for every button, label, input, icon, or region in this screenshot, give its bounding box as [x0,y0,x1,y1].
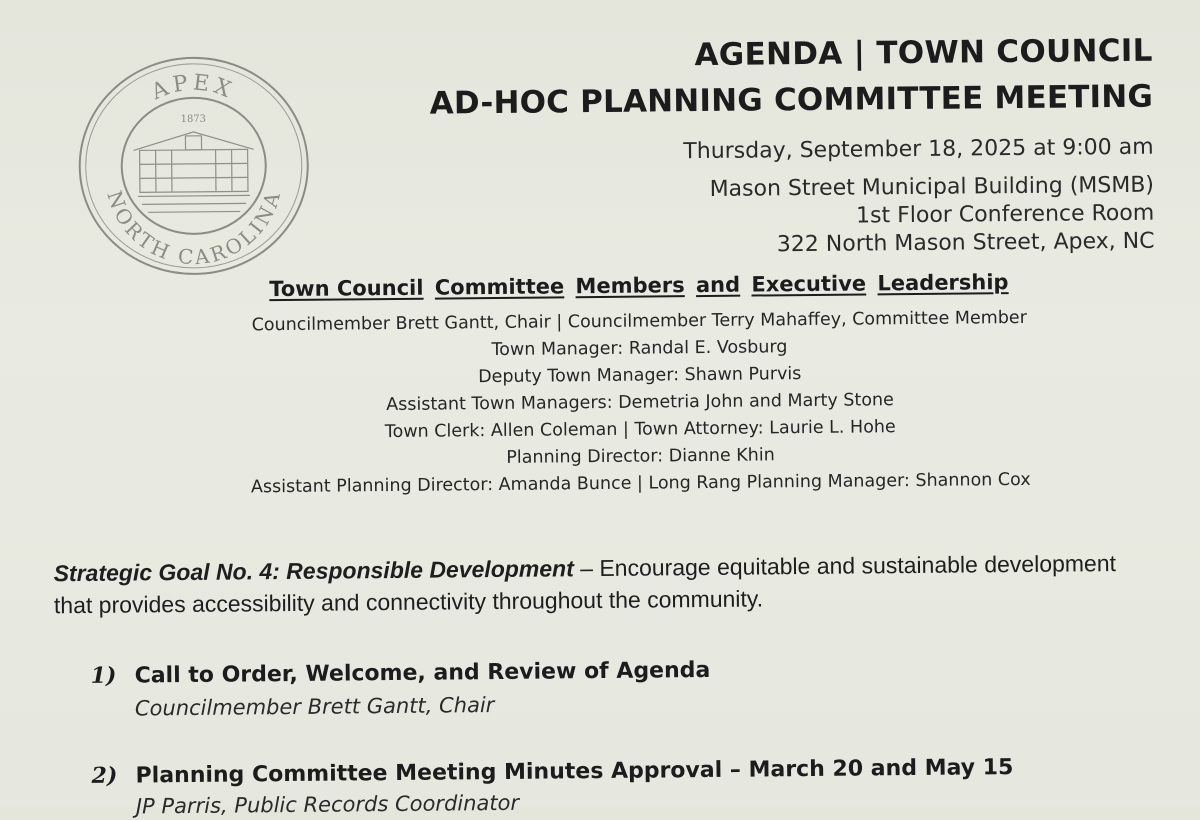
members-heading-word: Committee [435,274,565,299]
member-line: Town Clerk: Allen Coleman | Town Attorney: Laurie L. Hohe [40,414,1200,446]
member-line: Assistant Planning Director: Amanda Bunce | Long Rang Planning Manager: Shannon Cox [41,468,1200,500]
agenda-item [91,657,711,689]
town-seal-logo [77,55,311,277]
members-heading-word: Executive [751,271,866,296]
member-line: Deputy Town Manager: Shawn Purvis [40,360,1200,392]
agenda-item-number: 1) [91,662,135,688]
agenda-item-presenter: JP Parris, Public Records Coordinator [136,791,519,819]
strategic-goal-label: Strategic Goal No. 4: Responsible Development [54,555,574,586]
agenda-item [91,754,1013,789]
location-room: 1st Floor Conference Room [856,201,1154,229]
strategic-goal-text: – Encourage equitable and sustainable development that provides accessibility and connectivity throughout the community. [54,550,1116,618]
member-line: Planning Director: Dianne Khin [40,441,1200,473]
members-heading-word: Members [575,273,684,298]
members-heading-word: Town Council [269,276,423,301]
members-heading-word: Leadership [877,270,1008,295]
svg-text:APEX [147,70,238,106]
meeting-datetime: Thursday, September 18, 2025 at 9:00 am [683,135,1153,165]
agenda-item-number: 2) [91,762,135,788]
agenda-item-title: Call to Order, Welcome, and Review of Agenda [135,658,711,689]
member-line: Councilmember Brett Gantt, Chair | Councilmember Terry Mahaffey, Committee Member [39,306,1200,338]
member-line: Town Manager: Randal E. Vosburg [39,333,1200,365]
members-heading-word: and [696,273,740,297]
agenda-title: AGENDA | TOWN COUNCIL [694,33,1153,73]
seal-year: 1873 [181,114,207,125]
seal-top-text: APEX [147,70,238,106]
seal-bottom-text: NORTH CAROLINA [102,186,286,270]
location-address: 322 North Mason Street, Apex, NC [777,229,1155,258]
location-building: Mason Street Municipal Building (MSMB) [710,173,1155,202]
agenda-item-title: Planning Committee Meeting Minutes Approval – March 20 and May 15 [135,755,1013,788]
agenda-item-presenter: Councilmember Brett Gantt, Chair [135,693,495,720]
strategic-goal [53,547,1144,621]
member-line: Assistant Town Managers: Demetria John and Marty Stone [40,387,1200,419]
meeting-title: AD-HOC PLANNING COMMITTEE MEETING [430,79,1154,122]
